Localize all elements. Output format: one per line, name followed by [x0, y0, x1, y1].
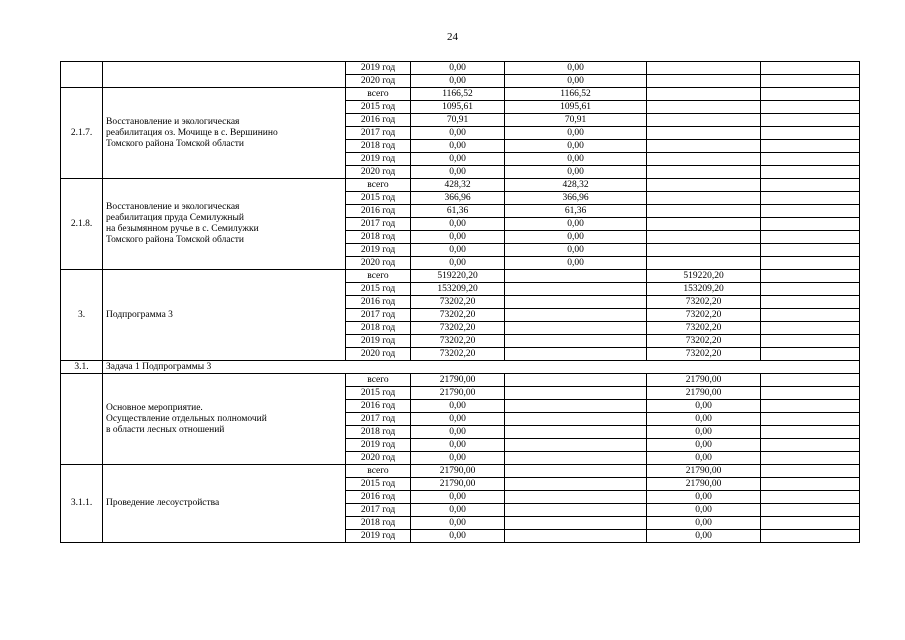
total-cell: 0,00	[411, 491, 505, 504]
year-cell: 2018 год	[346, 140, 411, 153]
value-cell: 1166,52	[505, 88, 647, 101]
year-cell: всего	[346, 465, 411, 478]
value-cell: 0,00	[647, 439, 761, 452]
total-cell: 1166,52	[411, 88, 505, 101]
value-cell	[761, 530, 860, 543]
year-cell: 2019 год	[346, 335, 411, 348]
year-cell: 2016 год	[346, 491, 411, 504]
value-cell: 0,00	[505, 244, 647, 257]
total-cell: 0,00	[411, 400, 505, 413]
value-cell	[761, 504, 860, 517]
item-number	[61, 62, 103, 88]
item-name	[103, 374, 346, 465]
item-name-line: Проведение лесоустройства	[106, 498, 220, 508]
year-cell: 2015 год	[346, 283, 411, 296]
year-cell: 2017 год	[346, 218, 411, 231]
value-cell: 73202,20	[647, 296, 761, 309]
value-cell: 428,32	[505, 179, 647, 192]
year-cell: 2018 год	[346, 322, 411, 335]
value-cell	[761, 517, 860, 530]
year-cell: 2020 год	[346, 257, 411, 270]
table-row	[61, 88, 860, 101]
total-cell: 0,00	[411, 153, 505, 166]
total-cell: 0,00	[411, 530, 505, 543]
item-name-line: Восстановление и экологическая	[106, 202, 240, 212]
value-cell	[761, 101, 860, 114]
value-cell	[761, 231, 860, 244]
value-cell: 0,00	[647, 530, 761, 543]
total-cell: 428,32	[411, 179, 505, 192]
year-cell: 2020 год	[346, 348, 411, 361]
value-cell	[761, 153, 860, 166]
item-name-line: Подпрограмма 3	[106, 309, 173, 320]
year-cell: 2015 год	[346, 192, 411, 205]
table-row	[61, 374, 860, 387]
table-row	[61, 465, 860, 478]
value-cell	[761, 335, 860, 348]
year-cell: 2017 год	[346, 127, 411, 140]
value-cell	[647, 231, 761, 244]
value-cell: 0,00	[505, 127, 647, 140]
year-cell: всего	[346, 179, 411, 192]
item-name-line: Восстановление и экологическая	[106, 116, 240, 127]
year-cell: 2016 год	[346, 205, 411, 218]
value-cell	[505, 478, 647, 491]
year-cell: 2020 год	[346, 452, 411, 465]
year-cell: 2020 год	[346, 75, 411, 88]
task-title: Задача 1 Подпрограммы 3	[103, 361, 860, 374]
value-cell: 0,00	[647, 517, 761, 530]
item-name-line: Основное мероприятие.	[106, 402, 203, 413]
value-cell: 0,00	[647, 504, 761, 517]
year-cell: 2016 год	[346, 296, 411, 309]
value-cell: 519220,20	[647, 270, 761, 283]
value-cell	[761, 439, 860, 452]
value-cell: 0,00	[647, 426, 761, 439]
value-cell	[761, 400, 860, 413]
value-cell	[761, 127, 860, 140]
total-cell: 153209,20	[411, 283, 505, 296]
value-cell	[647, 166, 761, 179]
value-cell: 1095,61	[505, 101, 647, 114]
table-row	[61, 62, 860, 75]
value-cell	[761, 205, 860, 218]
budget-table	[60, 61, 860, 543]
value-cell	[761, 283, 860, 296]
value-cell	[647, 153, 761, 166]
value-cell: 70,91	[505, 114, 647, 127]
value-cell	[647, 140, 761, 153]
value-cell: 0,00	[505, 140, 647, 153]
page-number: 24	[447, 31, 458, 43]
value-cell: 73202,20	[647, 322, 761, 335]
value-cell	[761, 270, 860, 283]
item-name	[103, 88, 346, 179]
year-cell: всего	[346, 270, 411, 283]
value-cell	[505, 387, 647, 400]
total-cell: 0,00	[411, 231, 505, 244]
value-cell: 21790,00	[647, 465, 761, 478]
task-row	[61, 361, 860, 374]
item-number: 3.1.1.	[61, 465, 103, 543]
item-name-line: Томского района Томской области	[106, 138, 245, 149]
value-cell	[761, 296, 860, 309]
item-name-line: на безымянном ручье в с. Семилужки	[106, 224, 259, 234]
item-name-line: реабилитация оз. Мочище в с. Вершинино	[106, 127, 278, 138]
total-cell: 0,00	[411, 517, 505, 530]
value-cell	[647, 75, 761, 88]
value-cell	[505, 517, 647, 530]
year-cell: 2019 год	[346, 153, 411, 166]
year-cell: 2016 год	[346, 400, 411, 413]
year-cell: 2015 год	[346, 101, 411, 114]
value-cell	[647, 218, 761, 231]
value-cell	[505, 426, 647, 439]
value-cell	[647, 88, 761, 101]
value-cell	[505, 283, 647, 296]
total-cell: 1095,61	[411, 101, 505, 114]
year-cell: 2018 год	[346, 517, 411, 530]
value-cell	[761, 478, 860, 491]
value-cell	[505, 504, 647, 517]
year-cell: 2017 год	[346, 309, 411, 322]
value-cell	[761, 114, 860, 127]
item-number: 2.1.7.	[61, 88, 103, 179]
total-cell: 0,00	[411, 413, 505, 426]
value-cell	[647, 101, 761, 114]
value-cell	[505, 322, 647, 335]
item-name-line: Томского района Томской области	[106, 235, 245, 245]
value-cell	[647, 127, 761, 140]
value-cell: 73202,20	[647, 309, 761, 322]
total-cell: 70,91	[411, 114, 505, 127]
value-cell	[761, 192, 860, 205]
value-cell	[761, 465, 860, 478]
value-cell: 0,00	[647, 491, 761, 504]
item-number: 3.	[61, 270, 103, 361]
value-cell	[505, 439, 647, 452]
total-cell: 0,00	[411, 504, 505, 517]
year-cell: 2015 год	[346, 478, 411, 491]
item-name-line: реабилитация пруда Семилужный	[106, 213, 244, 223]
total-cell: 73202,20	[411, 335, 505, 348]
total-cell: 0,00	[411, 452, 505, 465]
value-cell: 0,00	[505, 231, 647, 244]
value-cell	[761, 452, 860, 465]
value-cell: 73202,20	[647, 348, 761, 361]
value-cell: 0,00	[505, 257, 647, 270]
total-cell: 0,00	[411, 127, 505, 140]
value-cell	[647, 205, 761, 218]
value-cell	[761, 374, 860, 387]
value-cell	[505, 335, 647, 348]
item-name-line: в области лесных отношений	[106, 424, 225, 435]
total-cell: 0,00	[411, 257, 505, 270]
total-cell: 61,36	[411, 205, 505, 218]
table-row	[61, 179, 860, 192]
value-cell	[647, 244, 761, 257]
year-cell: 2019 год	[346, 62, 411, 75]
value-cell	[647, 179, 761, 192]
total-cell: 0,00	[411, 244, 505, 257]
value-cell	[505, 400, 647, 413]
year-cell: 2019 год	[346, 439, 411, 452]
value-cell	[505, 491, 647, 504]
year-cell: 2018 год	[346, 231, 411, 244]
year-cell: 2015 год	[346, 387, 411, 400]
total-cell: 73202,20	[411, 296, 505, 309]
value-cell: 61,36	[505, 205, 647, 218]
item-number	[61, 374, 103, 465]
total-cell: 21790,00	[411, 465, 505, 478]
total-cell: 519220,20	[411, 270, 505, 283]
value-cell: 0,00	[647, 413, 761, 426]
value-cell	[761, 491, 860, 504]
year-cell: 2016 год	[346, 114, 411, 127]
total-cell: 21790,00	[411, 387, 505, 400]
value-cell	[505, 530, 647, 543]
value-cell: 0,00	[505, 166, 647, 179]
value-cell	[761, 166, 860, 179]
value-cell	[505, 452, 647, 465]
value-cell	[761, 88, 860, 101]
value-cell	[761, 62, 860, 75]
total-cell: 21790,00	[411, 374, 505, 387]
value-cell	[761, 140, 860, 153]
item-name-line: Осуществление отдельных полномочий	[106, 413, 267, 424]
total-cell: 0,00	[411, 426, 505, 439]
year-cell: всего	[346, 88, 411, 101]
year-cell: 2020 год	[346, 166, 411, 179]
value-cell: 366,96	[505, 192, 647, 205]
total-cell: 366,96	[411, 192, 505, 205]
value-cell: 0,00	[505, 218, 647, 231]
value-cell	[761, 309, 860, 322]
value-cell	[647, 62, 761, 75]
value-cell	[647, 257, 761, 270]
value-cell	[761, 348, 860, 361]
total-cell: 0,00	[411, 166, 505, 179]
value-cell	[761, 322, 860, 335]
value-cell	[761, 218, 860, 231]
total-cell: 0,00	[411, 439, 505, 452]
value-cell	[647, 192, 761, 205]
value-cell: 21790,00	[647, 374, 761, 387]
value-cell: 21790,00	[647, 478, 761, 491]
value-cell: 0,00	[647, 452, 761, 465]
value-cell	[761, 387, 860, 400]
value-cell	[505, 270, 647, 283]
value-cell	[761, 244, 860, 257]
total-cell: 73202,20	[411, 348, 505, 361]
value-cell	[761, 179, 860, 192]
value-cell: 73202,20	[647, 335, 761, 348]
year-cell: 2017 год	[346, 413, 411, 426]
total-cell: 21790,00	[411, 478, 505, 491]
value-cell	[505, 374, 647, 387]
value-cell	[505, 465, 647, 478]
year-cell: 2017 год	[346, 504, 411, 517]
year-cell: 2019 год	[346, 244, 411, 257]
item-name	[103, 62, 346, 88]
value-cell	[505, 296, 647, 309]
value-cell	[761, 413, 860, 426]
value-cell	[761, 257, 860, 270]
value-cell	[505, 413, 647, 426]
value-cell: 0,00	[505, 75, 647, 88]
item-number: 2.1.8.	[61, 179, 103, 270]
value-cell	[761, 75, 860, 88]
task-number: 3.1.	[61, 361, 103, 374]
value-cell: 0,00	[647, 400, 761, 413]
value-cell	[761, 426, 860, 439]
year-cell: 2018 год	[346, 426, 411, 439]
value-cell: 0,00	[505, 62, 647, 75]
total-cell: 0,00	[411, 218, 505, 231]
year-cell: всего	[346, 374, 411, 387]
value-cell: 21790,00	[647, 387, 761, 400]
table-row	[61, 270, 860, 283]
value-cell	[647, 114, 761, 127]
total-cell: 73202,20	[411, 322, 505, 335]
item-name	[103, 179, 346, 270]
value-cell: 153209,20	[647, 283, 761, 296]
total-cell: 0,00	[411, 75, 505, 88]
value-cell	[505, 348, 647, 361]
year-cell: 2019 год	[346, 530, 411, 543]
item-name	[103, 270, 346, 361]
item-name	[103, 465, 346, 543]
total-cell: 0,00	[411, 140, 505, 153]
value-cell	[505, 309, 647, 322]
total-cell: 0,00	[411, 62, 505, 75]
total-cell: 73202,20	[411, 309, 505, 322]
value-cell: 0,00	[505, 153, 647, 166]
